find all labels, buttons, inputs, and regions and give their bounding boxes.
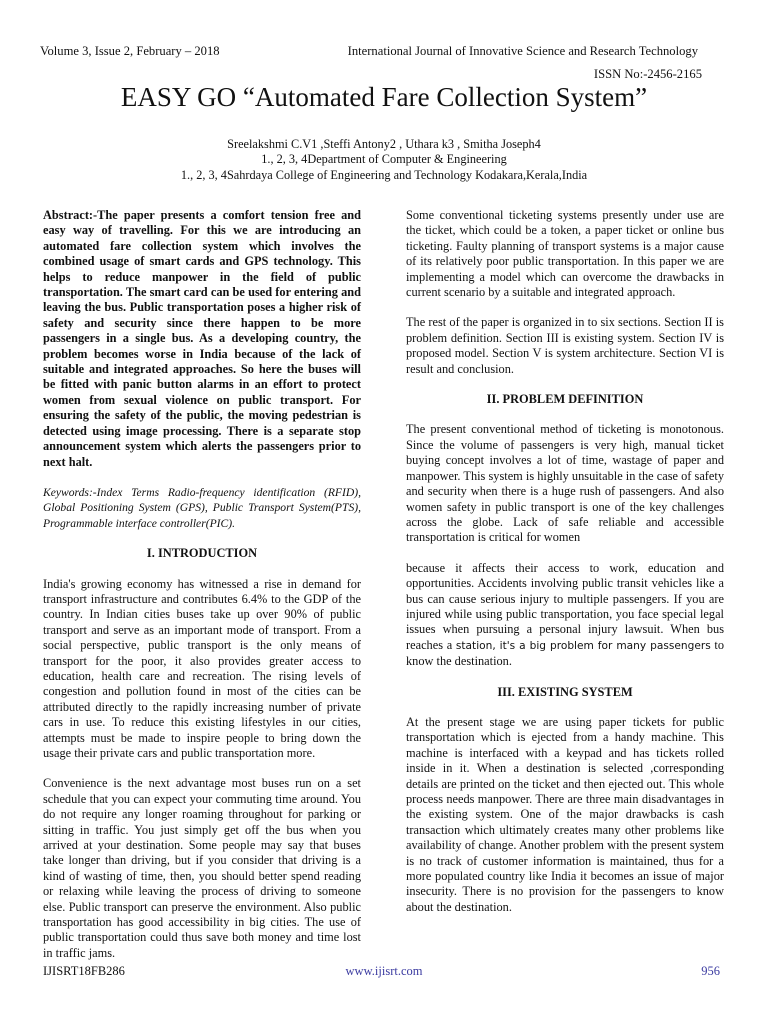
intro-paragraph-3: Some conventional ticketing systems presently under use are the ticket, which could be a token, a paper ticket or online bus ticketing. Faulty planning of transport systems is a major cause of its relatively poor public transportation. In this paper we are implementing a model which can overcome the drawbacks in current scenario by a suitable and integrated approach. bbox=[406, 208, 724, 300]
problem-text-start: because it affects their access to work, education and opportunities. Accidents involving public transit vehicles like a bus can cause serious injury to multiple passengers. If you are injured while using public transportation, you face special legal issues when pursuing a personal injury lawsuit. When bus reaches a bbox=[406, 560, 724, 652]
intro-paragraph-4: The rest of the paper is organized in to six sections. Section II is problem definition. Section III is existing system. Section IV is proposed model. Section V is system architecture. Section VI is result and conclusion. bbox=[406, 315, 724, 376]
problem-text-end: to know the destination. bbox=[406, 637, 725, 669]
left-column bbox=[43, 208, 361, 961]
paper-id: IJISRT18FB286 bbox=[43, 964, 125, 978]
section-heading-existing-system: III. EXISTING SYSTEM bbox=[497, 684, 633, 699]
right-column bbox=[406, 208, 724, 915]
authors: Sreelakshmi C.V1 ,Steffi Antony2 , Uthara k3 , Smitha Joseph4 bbox=[227, 137, 541, 151]
journal-name: International Journal of Innovative Science and Research Technology bbox=[347, 44, 698, 58]
intro-paragraph-2: Convenience is the next advantage most buses run on a set schedule that you can expect your commuting time around. You do not require any longer roaming throughout for parking or sitting in traffic. You just simply get off the bus when you arrived at your destination. Some people may say that buses take longer than driving, but if you consider that driving is a kind of wasting of time, then, you should better spend reading or relaxing while leaving the process of driving to someone else. Public transport can preserve the environment. Also public transportation has good accessibility in big cities. The use of public transportation could thus save both money and time lost in traffic jams. bbox=[43, 776, 361, 960]
page-number: 956 bbox=[701, 964, 720, 978]
issn: ISSN No:-2456-2165 bbox=[593, 67, 702, 81]
section-heading-introduction: I. INTRODUCTION bbox=[146, 546, 258, 561]
volume-issue: Volume 3, Issue 2, February – 2018 bbox=[40, 44, 220, 58]
section-heading-problem-definition: II. PROBLEM DEFINITION bbox=[486, 392, 644, 407]
paper-title: EASY GO “Automated Fare Collection System” bbox=[120, 82, 648, 112]
keywords: Keywords:-Index Terms Radio-frequency identification (RFID), Global Positioning System (GPS), Public Transport System(PTS), Programmable interface controller(PIC). bbox=[43, 485, 361, 530]
department: 1., 2, 3, 4Department of Computer & Engineering bbox=[261, 152, 507, 166]
website-link[interactable]: www.ijisrt.com bbox=[345, 964, 423, 978]
existing-paragraph-1: At the present stage we are using paper tickets for public transportation which is ejected from a handy machine. This machine is interfaced with a keypad and has tickets rolled inside in it. When a destination is selected ,corresponding details are printed on the ticket and then ejected out. This whole process needs manpower. There are three main disadvantages in the existing system. One of the major drawbacks is cash transaction which ultimately creates many other problems like availability of change. Another problem with the present system is no track of customer information is maintained, thus for a more populated country like India it becomes an issue of major insecurity. There is no provision for the passengers to know about the destination. bbox=[406, 714, 724, 914]
problem-paragraph-1: The present conventional method of ticketing is monotonous. Since the volume of passengers is very high, manual ticket buying concept involves a lot of time, wastage of paper and manpower. This system is highly unsuitable in the case of safety and security when there is a huge rush of passengers. And also women safety in public transport is one of the key challenges across the globe. Lack of safe reliable and accessible transportation is critical for women bbox=[406, 422, 724, 545]
intro-paragraph-1: India's growing economy has witnessed a rise in demand for transport infrastructure and contributes 6.4% to the GDP of the country. In Indian cities buses take up over 90% of public transport and serve as an important mode of transport. From a social perspective, public transport is the only means of transport for the poor, it also provides greater access to education, health care and recreation. The rising levels of congestion and pollution found in most of the cities can be attributed directly to the rapidly increasing number of private cars in use. To reduce this existing lifestyles in our cities, attempts must be made to inspire people to bring down the usage their private cars and public transportation more. bbox=[43, 576, 361, 760]
abstract: Abstract:-The paper presents a comfort tension free and easy way of travelling. For this we are introducing an automated fare collection system which involves the combined usage of smart cards and GPS technology. This helps to reduce manpower in the field of public transportation. The smart card can be used for entering and leaving the bus. Public transportation poses a higher risk of safety and security since there happen to be more passengers in a single bus. As a developing country, the problem becomes worse in India because of the lack of suitable and integrated approaches. So here the buses will be fitted with panic button alarms in an effort to protect women from sexual violence on public transport. For ensuring the safety of the public, the moving pedestrian is detected using image processing. There is a separate stop announcement system which alerts the passengers prior to next halt. bbox=[43, 208, 361, 469]
problem-paragraph-2 bbox=[406, 561, 724, 670]
college: 1., 2, 3, 4Sahrdaya College of Engineering and Technology Kodakara,Kerala,India bbox=[180, 168, 588, 182]
problem-text-sans: station, it's a big problem for many passengers bbox=[455, 639, 711, 652]
